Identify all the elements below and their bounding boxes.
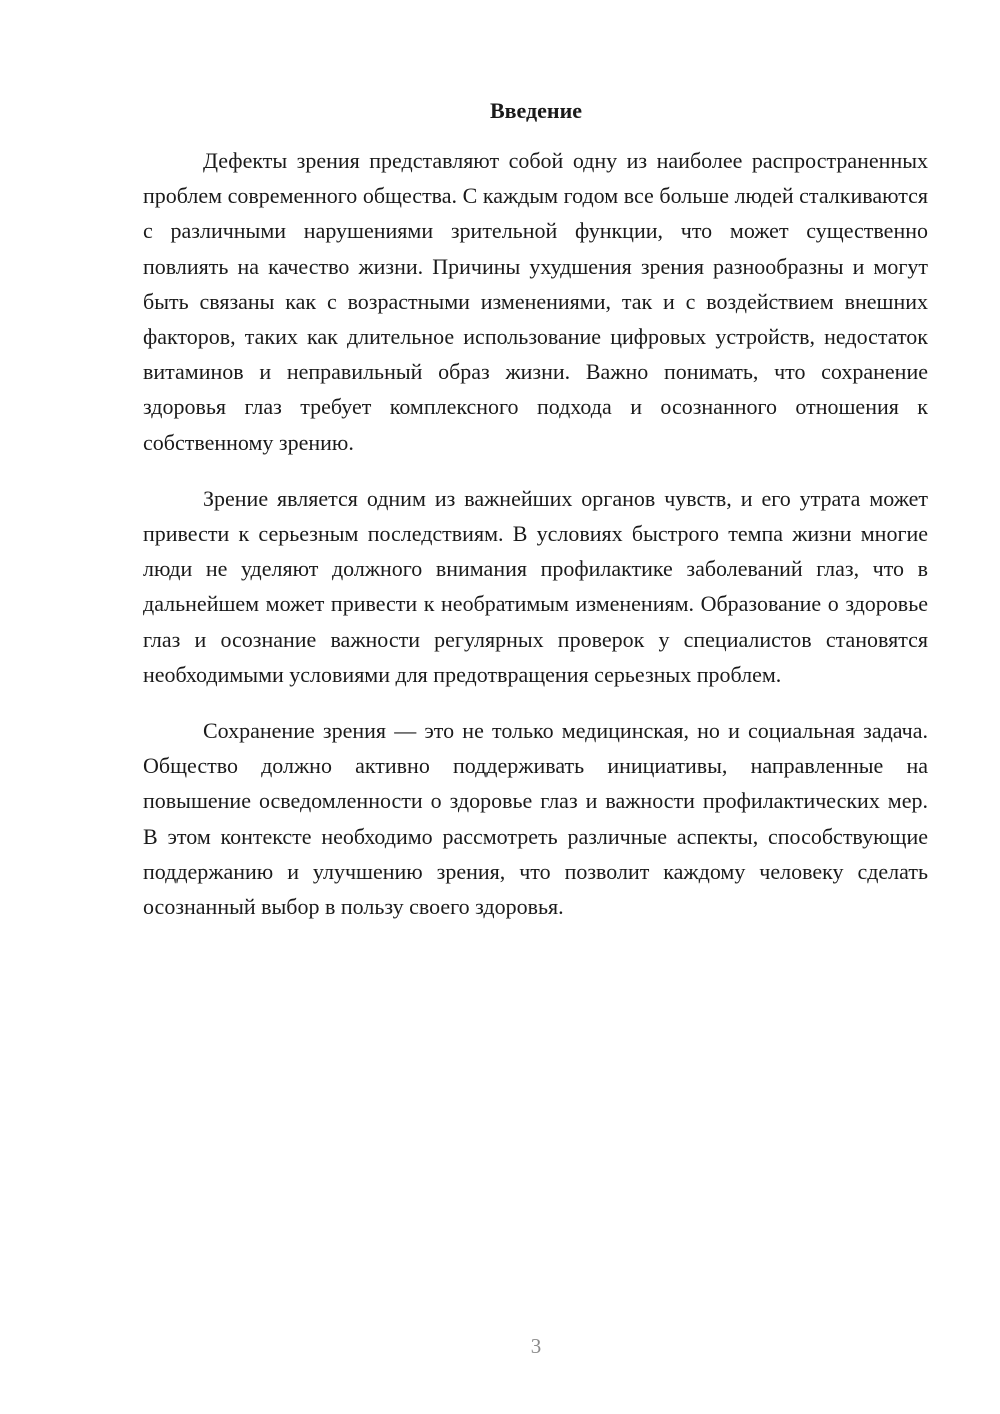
page-number: 3 — [530, 1334, 542, 1358]
section-title: Введение — [489, 98, 583, 123]
body-text — [143, 143, 928, 924]
paragraph-1: Дефекты зрения представляют собой одну из наиболее распространенных проблем современного общества. С каждым годом все больше людей сталкиваются с различными нарушениями зрительной функции, что может существенно повлиять на качество жизни. Причины ухудшения зрения разнообразны и могут быть связаны как с возрастными изменениями, так и с воздействием внешних факторов, таких как длительное использование цифровых устройств, недостаток витаминов и неправильный образ жизни. Важно понимать, что сохранение здоровья глаз требует комплексного подхода и осознанного отношения к собственному зрению. — [143, 148, 928, 455]
paragraph-3: Сохранение зрения — это не только медицинская, но и социальная задача. Общество должно активно поддерживать инициативы, направленные на повышение осведомленности о здоровье глаз и важности профилактических мер. В этом контексте необходимо рассмотреть различные аспекты, способствующие поддержанию и улучшению зрения, что позволит каждому человеку сделать осознанный выбор в пользу своего здоровья. — [143, 718, 928, 920]
paragraph-2: Зрение является одним из важнейших органов чувств, и его утрата может привести к серьезным последствиям. В условиях быстрого темпа жизни многие люди не уделяют должного внимания профилактике заболеваний глаз, что в дальнейшем может привести к необратимым изменениям. Образование о здоровье глаз и осознание важности регулярных проверок у специалистов становятся необходимыми условиями для предотвращения серьезных проблем. — [143, 485, 928, 687]
